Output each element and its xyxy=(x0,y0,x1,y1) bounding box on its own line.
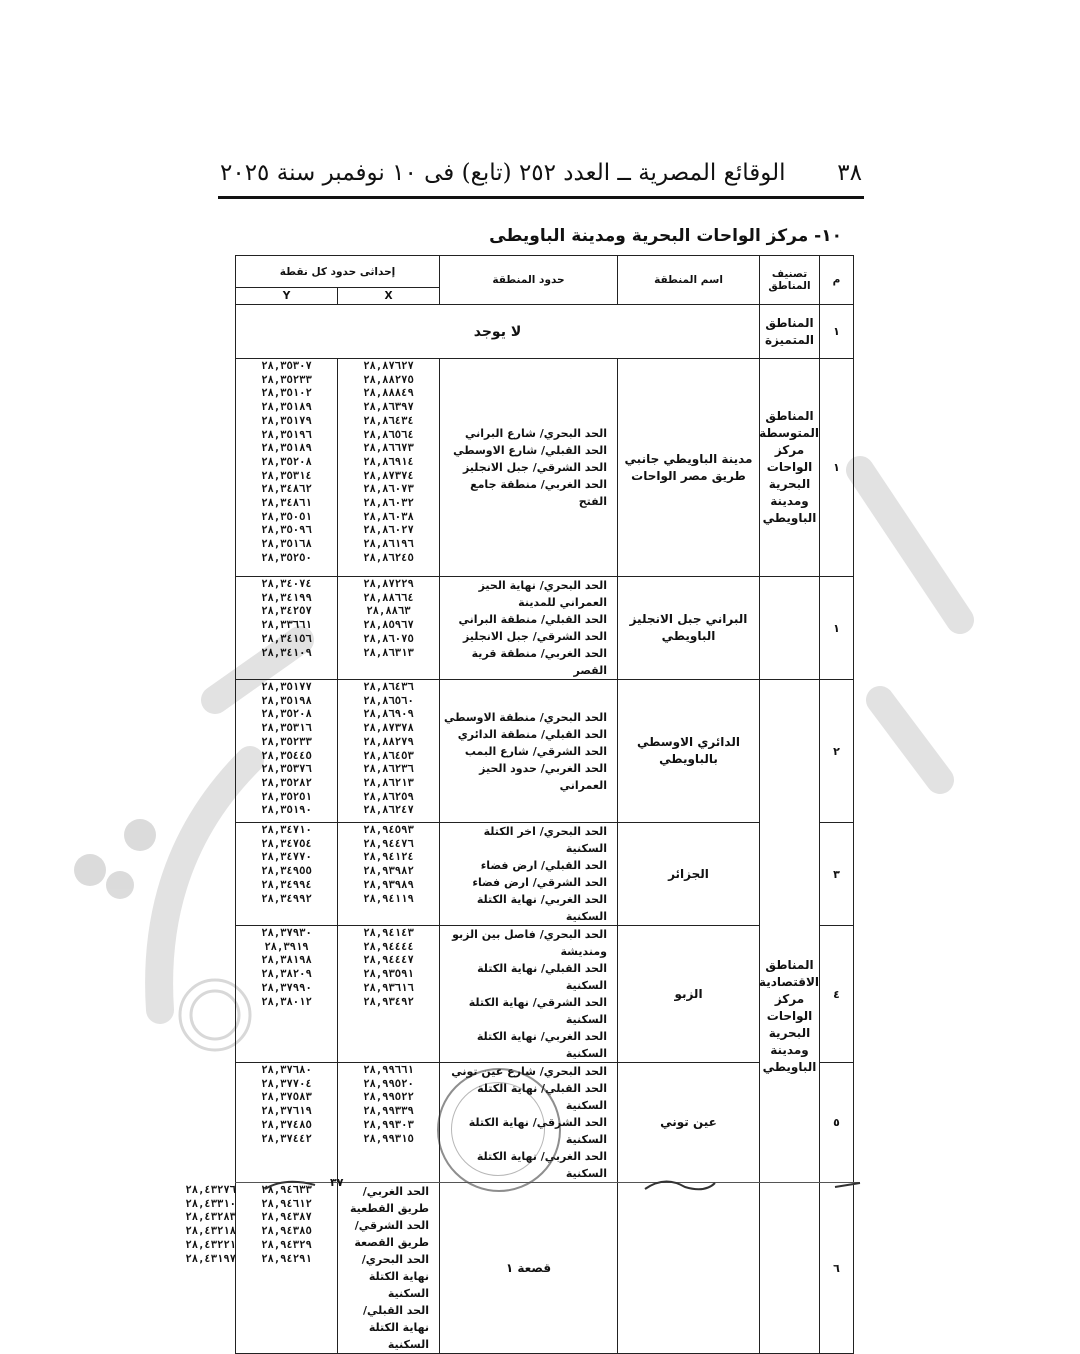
table-row xyxy=(236,359,854,577)
y-value: ٢٨,٣٩١٩ xyxy=(264,940,309,953)
boundary-line: الحد البحري/ نهاية الحيز العمراني للمدينة xyxy=(478,579,607,609)
y-value: ٢٨,٣٤٧٥٤ xyxy=(261,837,312,850)
x-value: ٢٨,٨٦٢٣٦ xyxy=(363,763,414,776)
boundary-line: الحد الغربي/ نهاية الكتلة السكنية xyxy=(476,893,607,923)
row-boundaries xyxy=(440,680,618,823)
x-value: ٢٨,٨٧٦٢٧ xyxy=(363,360,414,372)
row-index: ١ xyxy=(820,359,854,577)
x-value: ٢٨,٨٥٩٦٧ xyxy=(363,619,414,632)
y-value: ٢٨,٣٥١٧٩ xyxy=(261,414,312,427)
x-value: ٢٨,٩٣٦١٦ xyxy=(363,981,414,994)
x-value: ٢٨,٨٦٢١٣ xyxy=(363,776,414,789)
y-value: ٢٨,٣٤٠٧٤ xyxy=(261,578,312,590)
y-value: ٢٨,٣٥١٦٨ xyxy=(261,538,312,551)
table-row xyxy=(236,577,854,680)
y-value: ٢٨,٣٥٢٠٨ xyxy=(261,455,312,468)
x-coords xyxy=(338,577,440,680)
boundary-line: الحد البحري/ اخر الكتلة السكنية xyxy=(483,825,607,855)
x-value: ٢٨,٨٦٢٤٥ xyxy=(363,551,414,564)
table-row xyxy=(236,305,854,359)
row-index: ٤ xyxy=(820,926,854,1063)
boundary-line: الحد الغربي/ نهاية الكتلة السكنية xyxy=(476,1150,607,1180)
x-value: ٢٨,٩٤٣٨٥ xyxy=(261,1225,312,1238)
y-value: ٢٨,٣٥٣٧٦ xyxy=(261,763,312,776)
boundary-line: الحد البحري/ شارع عين توني xyxy=(451,1065,607,1078)
boundary-line: الحد الغربي/ نهاية الكتلة السكنية xyxy=(476,1030,607,1060)
row-category: المناطق المتميزة xyxy=(760,305,820,359)
boundary-line: الحد البحري/ شارع البراني xyxy=(465,427,607,440)
x-value: ٢٨,٨٧٣٧٤ xyxy=(363,469,414,482)
y-value: ٢٨,٣٤١٩٩ xyxy=(261,591,312,604)
row-category: المناطق الاقتصادية مركز الواحات البحرية ومدينة الباويطي xyxy=(760,680,820,1354)
x-value: ٢٨,٨٦٤٣٦ xyxy=(363,681,414,693)
x-coords xyxy=(338,1063,440,1183)
x-coords xyxy=(338,823,440,926)
x-value: ٢٨,٩٤٦٣٣ xyxy=(261,1184,312,1196)
y-value: ٢٨,٣٥٤٤٥ xyxy=(261,749,312,762)
y-value: ٢٨,٣٥١٩٨ xyxy=(261,694,312,707)
x-value: ٢٨,٩٤٣٨٧ xyxy=(261,1211,312,1224)
y-value: ٢٨,٣٥٢٠٨ xyxy=(261,708,312,721)
y-coords xyxy=(236,1063,338,1183)
row-boundaries xyxy=(440,926,618,1063)
page-number: ٣٨ xyxy=(837,160,862,186)
y-value: ٢٨,٣٣٦٦١ xyxy=(261,619,312,632)
y-value: ٢٨,٣٤٢٥٧ xyxy=(261,605,312,618)
header-rule xyxy=(218,196,864,199)
y-value: ٢٨,٣٥٢٣٣ xyxy=(261,735,312,748)
y-value: ٢٨,٣٧٦٨٠ xyxy=(261,1064,312,1076)
x-value: ٢٨,٨٦٢٥٩ xyxy=(363,790,414,803)
x-value: ٢٨,٨٦٠٢٧ xyxy=(363,524,414,537)
y-value: ٢٨,٣٥٢٥١ xyxy=(261,790,312,803)
x-value: ٢٨,٩٩٥٢٠ xyxy=(363,1077,414,1090)
x-value: ٢٨,٨٦٦٧٣ xyxy=(363,442,414,455)
x-value: ٢٨,٨٦٥٦٠ xyxy=(363,694,414,707)
y-coords xyxy=(236,359,338,577)
y-value: ٢٨,٣٥١٠٢ xyxy=(261,387,312,400)
y-value: ٢٨,٣٥٢٨٢ xyxy=(261,776,312,789)
y-value: ٢٨,٣٨٠١٢ xyxy=(261,995,312,1008)
y-value: ٢٨,٣٧٩٣٠ xyxy=(261,927,312,939)
y-value: ٢٨,٣٤٩٩٤ xyxy=(261,878,312,891)
y-value: ٢٨,٣٤٧٧٠ xyxy=(261,851,312,864)
row-area-name: الزبو xyxy=(618,926,760,1063)
y-value: ٢٨,٣٧٥٨٣ xyxy=(261,1091,312,1104)
x-value: ٢٨,٩٩٣٠٣ xyxy=(363,1118,414,1131)
x-value: ٢٨,٨٦٥٦٤ xyxy=(363,428,414,441)
x-value: ٢٨,٨٨٢٧٥ xyxy=(363,373,414,386)
x-coords xyxy=(236,1183,338,1354)
x-value: ٢٨,٨٦٣١٣ xyxy=(363,646,414,659)
x-value: ٢٨,٩٤٦١٢ xyxy=(261,1197,312,1210)
y-value: ٢٨,٣٥٠٥١ xyxy=(261,510,312,523)
boundary-line: الحد القبلي/ نهاية الكتلة السكنية xyxy=(477,962,607,992)
row-index: ٢ xyxy=(820,680,854,823)
boundary-line: الحد الغربي/ منطقة جامع الفتح xyxy=(470,478,607,508)
table-row xyxy=(236,680,854,823)
y-value: ٢٨,٣٤٨٦٢ xyxy=(261,483,312,496)
row-area-name: الجزائر xyxy=(618,823,760,926)
x-value: ٢٨,٩٤١٤٣ xyxy=(363,927,414,939)
row-category: المناطق المتوسطة مركز الواحات البحرية ومدينة الباويطي xyxy=(760,359,820,577)
row-index: ١ xyxy=(820,305,854,359)
row-category xyxy=(618,1183,760,1354)
table-header-row xyxy=(236,256,854,288)
boundary-line: الحد القبلي/ ارض فضاء xyxy=(480,859,607,872)
header-index: م xyxy=(820,256,854,305)
x-value: ٢٨,٨٦٠٣٨ xyxy=(363,510,414,523)
y-value: ٢٨,٣٥٣١٤ xyxy=(261,469,312,482)
y-value: ٢٨,٣٤٨٦١ xyxy=(261,497,312,510)
y-value: ٢٨,٣٥١٩٦ xyxy=(261,428,312,441)
row-index: ٦ xyxy=(820,1183,854,1354)
x-value: ٢٨,٩٤٤٤٧ xyxy=(363,954,414,967)
row-area-name: الدائري الاوسطي بالباويطي xyxy=(618,680,760,823)
x-value: ٢٨,٨٦٠٧٣ xyxy=(363,483,414,496)
header-coords: إحداثى حدود كل نقطة xyxy=(236,256,440,288)
row-boundaries xyxy=(440,577,618,680)
y-value: ٢٨,٣٧٤٨٥ xyxy=(261,1118,312,1131)
y-value: ٢٨,٣٤١٥٦ xyxy=(261,632,312,645)
x-value: ٢٨,٩٤٤٧٦ xyxy=(363,837,414,850)
header-y: Y xyxy=(236,288,338,305)
x-value: ٢٨,٩٩٦٦١ xyxy=(363,1064,414,1076)
boundary-line: الحد الشرقي/ جبل الانجليز xyxy=(462,630,607,643)
x-value: ٢٨,٩٤١١٩ xyxy=(363,892,414,905)
y-coords xyxy=(236,680,338,823)
y-value: ٢٨,٣٨١٩٨ xyxy=(261,954,312,967)
x-value: ٢٨,٨٧٢٢٩ xyxy=(363,578,414,590)
boundary-line: الحد الشرقي/ جبل الانجليز xyxy=(462,461,607,474)
y-coords xyxy=(236,926,338,1063)
row-area-name: قصعة ١ xyxy=(440,1183,618,1354)
x-value: ٢٨,٨٨٦٣ xyxy=(366,605,411,618)
x-value: ٢٨,٨٦٠٧٥ xyxy=(363,632,414,645)
page-header xyxy=(220,150,862,196)
none-value: لا يوجد xyxy=(236,305,760,359)
y-value: ٢٨,٣٧٦١٩ xyxy=(261,1105,312,1118)
y-value: ٢٨,٣٥٢٥٠ xyxy=(261,551,312,564)
boundary-line: الحد الشرقي/ شارع البمب xyxy=(464,744,607,758)
y-value: ٢٨,٣٥١٧٧ xyxy=(261,681,312,693)
x-coords xyxy=(338,359,440,577)
x-value: ٢٨,٨٦٠٣٢ xyxy=(363,497,414,510)
footer-page-mark: ٣٧ xyxy=(330,1176,344,1189)
y-value: ٢٨,٣٤١٠٩ xyxy=(261,646,312,659)
boundary-line: الحد الغربي/ طريق القطعية xyxy=(350,1185,429,1215)
header-x: X xyxy=(338,288,440,305)
row-index: ٥ xyxy=(820,1063,854,1183)
header-area-name: اسم المنطقة xyxy=(618,256,760,305)
boundary-line: الحد القبلي/ منطقة الدائري xyxy=(457,727,607,741)
x-value: ٢٨,٩٩٣٣٩ xyxy=(363,1105,414,1118)
row-index: ١ xyxy=(820,577,854,680)
y-value: ٢٨,٣٤٩٩٢ xyxy=(261,892,312,905)
y-value: ٢٨,٣٥١٨٩ xyxy=(261,401,312,414)
boundary-line: الحد البحري/ فاصل بين الزبو ومنديشة xyxy=(452,928,607,958)
x-value: ٢٨,٩٤١٢٤ xyxy=(363,851,414,864)
y-value: ٢٨,٣٤٩٥٥ xyxy=(261,865,312,878)
x-value: ٢٨,٩٣٥٩١ xyxy=(363,968,414,981)
x-value: ٢٨,٨٦٢٤٧ xyxy=(363,804,414,817)
row-boundaries xyxy=(338,1183,440,1354)
x-value: ٢٨,٨٦٩١٤ xyxy=(363,455,414,468)
x-value: ٢٨,٩٣٤٩٢ xyxy=(363,995,414,1008)
row-area-name: مدينة الباويطي جانبي طريق مصر الواحات xyxy=(618,359,760,577)
x-value: ٢٨,٩٤٢٩١ xyxy=(261,1252,312,1265)
x-value: ٢٨,٨٦٣٩٧ xyxy=(363,401,414,414)
x-value: ٢٨,٩٤٤٤٤ xyxy=(363,940,414,953)
boundary-line: الحد القبلي/ نهاية الكتلة السكنية xyxy=(477,1082,607,1112)
y-value: ٢٨,٣٤٧١٠ xyxy=(261,824,312,836)
row-index: ٣ xyxy=(820,823,854,926)
row-area-name: عين توني xyxy=(618,1063,760,1183)
y-value: ٢٨,٣٥١٨٩ xyxy=(261,442,312,455)
x-value: ٢٨,٩٤٥٩٣ xyxy=(363,824,414,836)
x-coords xyxy=(338,680,440,823)
x-value: ٢٨,٩٤٣٢٩ xyxy=(261,1238,312,1251)
row-boundaries xyxy=(440,823,618,926)
y-value: ٢٨,٣٥٢٣٣ xyxy=(261,373,312,386)
boundary-line: الحد القبلي/ شارع الاوسطي xyxy=(453,444,607,457)
x-value: ٢٨,٨٦٩٠٩ xyxy=(363,708,414,721)
row-category xyxy=(760,577,820,680)
x-value: ٢٨,٩٣٩٨٢ xyxy=(363,865,414,878)
x-value: ٢٨,٨٨٦٦٤ xyxy=(363,591,414,604)
y-value: ٢٨,٣٧٤٤٢ xyxy=(261,1132,312,1145)
y-value: ٢٨,٣٥١٩٠ xyxy=(261,804,312,817)
x-coords xyxy=(338,926,440,1063)
x-value: ٢٨,٨٨٢٧٩ xyxy=(363,735,414,748)
boundary-line: الحد الشرقي/ طريق القصعة xyxy=(354,1219,429,1249)
boundary-line: الحد الشرقي/ نهاية الكتلة السكنية xyxy=(468,996,607,1026)
y-value: ٢٨,٣٧٩٩٠ xyxy=(261,981,312,994)
table-row: ٦ قصعة ١ الحد الغربي/ طريق القطعية الحد الشرقي/ طريق القصعة الحد البحري/ نهاية الكتلة السكنية الحد القبلي/ نهاية الكتلة السكنية ٢٨,٩٤٦٣٣ ٢٨,٩٤٦١٢ ٢٨,٩٤٣٨٧ ٢٨,٩٤٣٨٥ ٢٨,٩٤٣٢٩ ٢٨,٩٤٢٩١ ٢٨,٤٣٢٧٦ ٢٨,٤٣٣١٠ ٢٨,٤٣٢٨٣ ٢٨,٤٣٢١٨ ٢٨,٤٣٢٢١ ٢٨,٤٣١٩٧ xyxy=(236,1183,854,1354)
y-value: ٢٨,٣٥٣١٦ xyxy=(261,722,312,735)
boundary-line: الحد البحري/ نهاية الكتلة السكنية xyxy=(361,1253,429,1300)
boundary-line: الحد الشرقي/ ارض فضاء xyxy=(472,876,607,889)
x-value: ٢٨,٩٩٣١٥ xyxy=(363,1132,414,1145)
boundary-line: الحد القبلي/ منطقة البراني xyxy=(458,613,607,626)
y-coords xyxy=(236,577,338,680)
x-value: ٢٨,٨٦٤٣٤ xyxy=(363,414,414,427)
row-area-name: البراني جبل الانجليز الباويطي xyxy=(618,577,760,680)
boundary-line: الحد البحري/ منطقة الاوسطي xyxy=(444,710,607,724)
row-boundaries xyxy=(440,359,618,577)
header-boundaries: حدود المنطقة xyxy=(440,256,618,305)
y-value: ٢٨,٣٥٠٩٦ xyxy=(261,524,312,537)
gazette-title: الوقائع المصرية ــ العدد ٢٥٢ (تابع) فى ١٠ نوفمبر سنة ٢٠٢٥ xyxy=(220,160,786,186)
boundary-line: الحد القبلي/ نهاية الكتلة السكنية xyxy=(363,1304,429,1351)
x-value: ٢٨,٨٦١٩٦ xyxy=(363,538,414,551)
y-value: ٢٨,٣٨٢٠٩ xyxy=(261,968,312,981)
y-value: ٢٨,٣٧٧٠٤ xyxy=(261,1077,312,1090)
official-stamp-icon xyxy=(437,1068,561,1192)
x-value: ٢٨,٩٣٩٨٩ xyxy=(363,878,414,891)
header-category: تصنيف المناطق xyxy=(760,256,820,305)
x-value: ٢٨,٨٧٣٧٨ xyxy=(363,722,414,735)
y-value: ٢٨,٣٥٣٠٧ xyxy=(261,360,312,372)
boundary-line: الحد الغربي/ حدود الحيز العمراني xyxy=(479,761,607,792)
x-value: ٢٨,٨٦٤٥٣ xyxy=(363,749,414,762)
boundary-line: الحد الغربي/ منطقة قرية القصر xyxy=(471,647,607,677)
section-title: ١٠- مركز الواحات البحرية ومدينة الباويطى xyxy=(489,226,842,246)
x-value: ٢٨,٨٨٨٤٩ xyxy=(363,387,414,400)
boundary-line: الحد الشرقي/ نهاية الكتلة السكنية xyxy=(468,1116,607,1146)
y-coords xyxy=(236,823,338,926)
x-value: ٢٨,٩٩٥٢٢ xyxy=(363,1091,414,1104)
